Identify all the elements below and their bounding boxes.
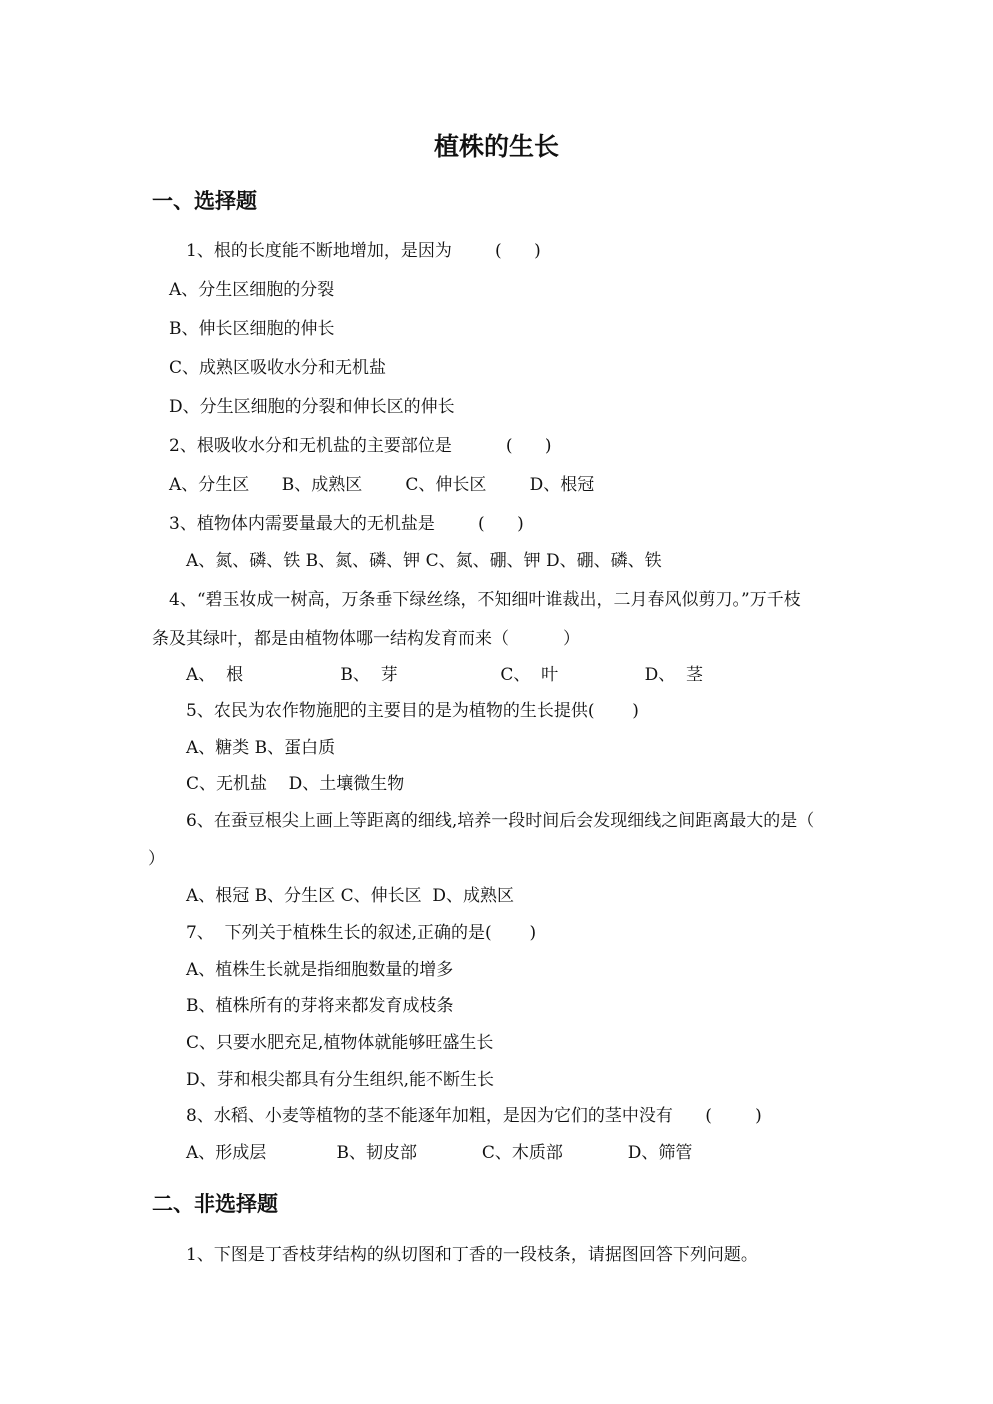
section-heading-choice: 一、选择题 (152, 188, 257, 213)
question-7-option-d: D、芽和根尖都具有分生组织,能不断生长 (186, 1070, 495, 1090)
question-3: 3、植物体内需要量最大的无机盐是 ( ) (169, 514, 524, 534)
non-choice-question-1: 1、下图是丁香枝芽结构的纵切图和丁香的一段枝条，请据图回答下列问题。 (186, 1245, 758, 1265)
question-1-option-d: D、分生区细胞的分裂和伸长区的伸长 (169, 397, 455, 417)
question-7-option-b: B、植株所有的芽将来都发育成枝条 (186, 996, 454, 1016)
question-2-options: A、分生区 B、成熟区 C、伸长区 D、根冠 (169, 475, 595, 495)
question-7: 7、 下列关于植株生长的叙述,正确的是( ) (186, 923, 537, 943)
question-5-options-ab: A、糖类 B、蛋白质 (186, 738, 336, 758)
question-6-line-2: ） (148, 849, 165, 869)
question-4-line-2: 条及其绿叶，都是由植物体哪一结构发育而来（ ） (152, 629, 581, 649)
question-6-line-1: 6、在蚕豆根尖上画上等距离的细线,培养一段时间后会发现细线之间距离最大的是（ (186, 811, 815, 831)
page-title: 植株的生长 (433, 132, 559, 161)
question-7-option-a: A、植株生长就是指细胞数量的增多 (186, 960, 454, 980)
question-8-options: A、形成层 B、韧皮部 C、木质部 D、筛管 (186, 1143, 693, 1163)
question-2: 2、根吸收水分和无机盐的主要部位是 ( ) (169, 436, 552, 456)
question-8: 8、水稻、小麦等植物的茎不能逐年加粗，是因为它们的茎中没有 ( ) (186, 1106, 762, 1126)
question-4-line-1: 4、“碧玉妆成一树高，万条垂下绿丝绦，不知细叶谁裁出，二月春风似剪刀。”万千枝 (169, 590, 801, 610)
question-3-options: A、氮、磷、铁 B、氮、磷、钾 C、氮、硼、钾 D、硼、磷、铁 (186, 551, 662, 571)
section-heading-non-choice: 二、非选择题 (152, 1191, 278, 1216)
question-5: 5、农民为农作物施肥的主要目的是为植物的生长提供( ) (186, 701, 639, 721)
question-7-option-c: C、只要水肥充足,植物体就能够旺盛生长 (186, 1033, 494, 1053)
question-1-option-c: C、成熟区吸收水分和无机盐 (169, 358, 387, 378)
question-5-options-cd: C、无机盐 D、土壤微生物 (186, 774, 405, 794)
question-6-options: A、根冠 B、分生区 C、伸长区 D、成熟区 (186, 886, 515, 906)
question-4-options: A、 根 B、 芽 C、 叶 D、 茎 (186, 665, 704, 685)
question-1: 1、根的长度能不断地增加，是因为 ( ) (186, 241, 541, 261)
question-1-option-a: A、分生区细胞的分裂 (169, 280, 335, 300)
question-1-option-b: B、伸长区细胞的伸长 (169, 319, 335, 339)
